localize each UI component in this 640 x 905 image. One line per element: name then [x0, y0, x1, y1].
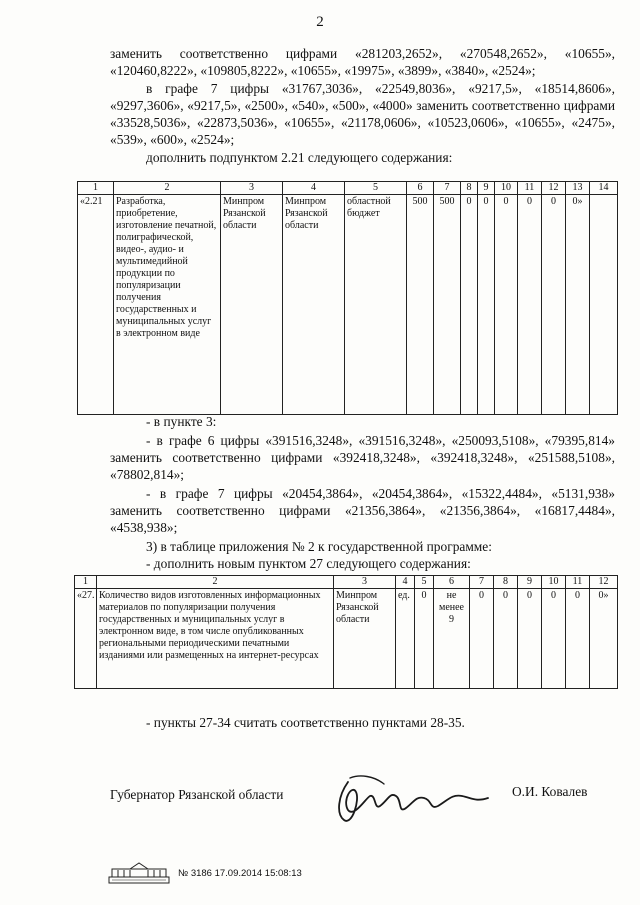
- paragraph-col7-replace-2: - в графе 7 цифры «20454,3864», «20454,3864», «15322,4484», «5131,938» заменить соответственно цифрами «21356,3864», «21356,3864», «16817,4484», «4538,938»;: [110, 486, 615, 535]
- cell-value: 0: [518, 195, 542, 415]
- cell-value: 0: [542, 589, 566, 689]
- column-number: 10: [495, 182, 518, 195]
- signatory-name: О.И. Ковалев: [512, 784, 588, 799]
- table-row: [78, 195, 618, 415]
- paragraph-col6-replace: - в графе 6 цифры «391516,3248», «391516,3248», «250093,5108», «79395,814» заменить соответственно цифрами «392418,3248», «392418,3248», «251588,5108», «78802,814»;: [110, 433, 615, 482]
- cell-value: 0: [494, 589, 518, 689]
- handwritten-signature: [330, 770, 510, 830]
- paragraph-replace-digits-col6: заменить соответственно цифрами «281203,2652», «270548,2652», «10655», «120460,8222», «109805,8222», «10655», «19975», «3899», «3840», «2524»;: [110, 46, 615, 78]
- column-number: 7: [434, 182, 461, 195]
- column-number: 13: [566, 182, 590, 195]
- paragraph-col7-replace: в графе 7 цифры «31767,3036», «22549,8036», «9217,5», «18514,8606», «9297,3606», «9217,5», «2500», «540», «500», «4000» заменить соответственно цифрами «33528,5036», «22873,5036», «10655», «21178,0606», «10523,0606», «10655», «2475», «539», «600», «2524»;: [110, 81, 615, 147]
- cell-value: 0»: [566, 195, 590, 415]
- page-number: 2: [316, 14, 324, 30]
- cell-funding-source: областной бюджет: [345, 195, 407, 415]
- table-header-row: [75, 576, 618, 589]
- cell-value: 0: [478, 195, 495, 415]
- column-number: 11: [566, 576, 590, 589]
- cell-unit: ед.: [396, 589, 415, 689]
- cell-value: [590, 195, 618, 415]
- column-number: 3: [221, 182, 283, 195]
- column-number: 8: [494, 576, 518, 589]
- cell-value: 500: [434, 195, 461, 415]
- cell-item-number: «2.21: [78, 195, 114, 415]
- column-number: 9: [518, 576, 542, 589]
- column-number: 10: [542, 576, 566, 589]
- paragraph-appendix-2: 3) в таблице приложения № 2 к государственной программе:: [146, 539, 492, 554]
- cell-item-number: «27.: [75, 589, 97, 689]
- paragraph-add-subitem: дополнить подпунктом 2.21 следующего содержания:: [146, 150, 453, 165]
- column-number: 8: [461, 182, 478, 195]
- cell-responsible-executor: Минпром Рязанской области: [334, 589, 396, 689]
- cell-value: 0: [518, 589, 542, 689]
- document-registration-stamp: № 3186 17.09.2014 15:08:13: [178, 868, 302, 879]
- column-number: 4: [283, 182, 345, 195]
- column-number: 9: [478, 182, 495, 195]
- table-header-row: [78, 182, 618, 195]
- cell-value: 0: [415, 589, 434, 689]
- cell-value: 0: [542, 195, 566, 415]
- column-number: 7: [470, 576, 494, 589]
- column-number: 5: [345, 182, 407, 195]
- paragraph-renumber: - пункты 27-34 считать соответственно пунктами 28-35.: [146, 715, 465, 730]
- cell-value: 0: [461, 195, 478, 415]
- table-row: [75, 589, 618, 689]
- cell-indicator-description: Количество видов изготовленных информационных материалов по популяризации получения государственных и муниципальных услуг в электронном виде, в том числе опубликованных региональными периодическими печатными изданиями или размещенных на интернет-ресурсах: [97, 589, 334, 689]
- government-building-logo-icon: [108, 862, 170, 884]
- column-number: 1: [75, 576, 97, 589]
- table-item-27: [74, 575, 618, 689]
- paragraph-add-item-27: - дополнить новым пунктом 27 следующего содержания:: [146, 556, 471, 571]
- cell-value: 0: [495, 195, 518, 415]
- column-number: 2: [114, 182, 221, 195]
- signature-block: [0, 778, 640, 838]
- column-number: 12: [590, 576, 618, 589]
- column-number: 12: [542, 182, 566, 195]
- table-subitem-2-21: [77, 181, 618, 415]
- column-number: 1: [78, 182, 114, 195]
- column-number: 3: [334, 576, 396, 589]
- column-number: 14: [590, 182, 618, 195]
- cell-main-manager: Минпром Рязанской области: [283, 195, 345, 415]
- column-number: 4: [396, 576, 415, 589]
- cell-value: не менее 9: [434, 589, 470, 689]
- column-number: 6: [407, 182, 434, 195]
- paragraph-in-item-3: - в пункте 3:: [146, 414, 217, 429]
- signatory-title: Губернатор Рязанской области: [110, 787, 284, 802]
- cell-activity-description: Разработка, приобретение, изготовление печатной, полиграфической, видео-, аудио- и мультимедийной продукции по популяризации получения государственных и муниципальных услуг в электронном виде: [114, 195, 221, 415]
- cell-value: 0: [470, 589, 494, 689]
- column-number: 11: [518, 182, 542, 195]
- column-number: 5: [415, 576, 434, 589]
- cell-value: 0»: [590, 589, 618, 689]
- cell-value: 500: [407, 195, 434, 415]
- cell-value: 0: [566, 589, 590, 689]
- column-number: 2: [97, 576, 334, 589]
- column-number: 6: [434, 576, 470, 589]
- cell-responsible-executor: Минпром Рязанской области: [221, 195, 283, 415]
